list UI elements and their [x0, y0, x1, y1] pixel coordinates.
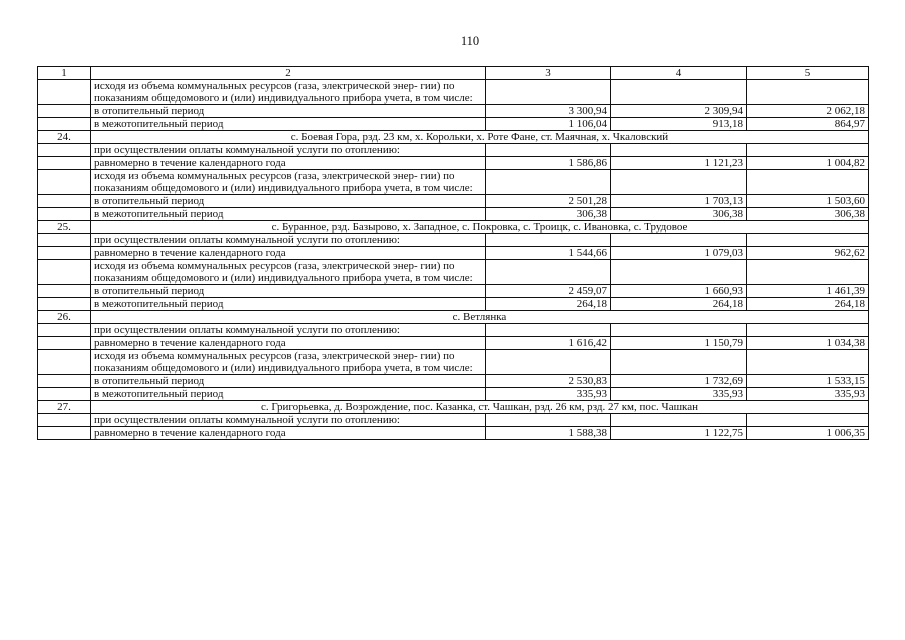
row-description: исходя из объема коммунальных ресурсов (газа, электрической энер- гии) по показаниям общедомового и (или) индивидуального прибора учета, в том числе:	[91, 80, 486, 105]
row-description: равномерно в течение календарного года	[91, 427, 486, 440]
value-col-5	[747, 350, 869, 375]
row-number: 25.	[38, 221, 91, 234]
description-row	[38, 260, 869, 285]
value-col-3: 1 586,86	[486, 157, 611, 170]
header-cell-4: 4	[611, 67, 747, 80]
value-col-5	[747, 170, 869, 195]
value-col-4	[611, 350, 747, 375]
value-row	[38, 298, 869, 311]
section-title: с. Григорьевка, д. Возрождение, пос. Казанка, ст. Чашкан, рзд. 26 км, рзд. 27 км, пос. Чашкан	[91, 401, 869, 414]
row-description: при осуществлении оплаты коммунальной услуги по отоплению:	[91, 234, 486, 247]
value-col-3	[486, 234, 611, 247]
value-col-4: 1 703,13	[611, 195, 747, 208]
section-title: с. Буранное, рзд. Базырово, х. Западное, с. Покровка, с. Троицк, с. Ивановка, с. Трудовое	[91, 221, 869, 234]
value-col-4	[611, 170, 747, 195]
row-number	[38, 427, 91, 440]
row-number	[38, 80, 91, 105]
value-col-5	[747, 144, 869, 157]
value-row	[38, 118, 869, 131]
value-col-5	[747, 260, 869, 285]
row-number	[38, 285, 91, 298]
row-number	[38, 144, 91, 157]
value-col-3: 1 544,66	[486, 247, 611, 260]
value-col-5	[747, 80, 869, 105]
value-col-5	[747, 234, 869, 247]
value-col-4: 1 079,03	[611, 247, 747, 260]
value-col-3	[486, 260, 611, 285]
value-col-3	[486, 80, 611, 105]
description-row	[38, 324, 869, 337]
value-col-3	[486, 324, 611, 337]
section-row	[38, 311, 869, 324]
value-col-3: 2 530,83	[486, 375, 611, 388]
value-col-3: 1 616,42	[486, 337, 611, 350]
value-row	[38, 285, 869, 298]
row-description: в отопительный период	[91, 375, 486, 388]
value-col-4: 913,18	[611, 118, 747, 131]
row-description: исходя из объема коммунальных ресурсов (газа, электрической энер- гии) по показаниям общедомового и (или) индивидуального прибора учета, в том числе:	[91, 350, 486, 375]
section-row	[38, 401, 869, 414]
value-col-5: 1 461,39	[747, 285, 869, 298]
table-body	[38, 67, 869, 440]
row-number	[38, 375, 91, 388]
row-description: исходя из объема коммунальных ресурсов (газа, электрической энер- гии) по показаниям общедомового и (или) индивидуального прибора учета, в том числе:	[91, 170, 486, 195]
description-row	[38, 350, 869, 375]
value-col-3: 2 501,28	[486, 195, 611, 208]
value-col-3	[486, 144, 611, 157]
row-number: 24.	[38, 131, 91, 144]
row-number	[38, 105, 91, 118]
row-description: в отопительный период	[91, 105, 486, 118]
row-description: в межотопительный период	[91, 208, 486, 221]
value-col-4: 1 732,69	[611, 375, 747, 388]
row-number	[38, 208, 91, 221]
section-row	[38, 221, 869, 234]
description-row	[38, 144, 869, 157]
value-col-3: 2 459,07	[486, 285, 611, 298]
value-col-5: 1 004,82	[747, 157, 869, 170]
row-description: при осуществлении оплаты коммунальной услуги по отоплению:	[91, 324, 486, 337]
description-row	[38, 170, 869, 195]
value-col-5: 264,18	[747, 298, 869, 311]
row-number	[38, 414, 91, 427]
row-number	[38, 298, 91, 311]
value-row	[38, 247, 869, 260]
value-row	[38, 375, 869, 388]
header-row	[38, 67, 869, 80]
row-description: в отопительный период	[91, 195, 486, 208]
section-row	[38, 131, 869, 144]
value-col-4: 335,93	[611, 388, 747, 401]
row-number	[38, 350, 91, 375]
row-number	[38, 247, 91, 260]
value-col-5: 1 034,38	[747, 337, 869, 350]
row-number	[38, 118, 91, 131]
row-description: равномерно в течение календарного года	[91, 247, 486, 260]
header-cell-1: 1	[38, 67, 91, 80]
value-col-5: 306,38	[747, 208, 869, 221]
header-cell-3: 3	[486, 67, 611, 80]
value-col-3: 1 106,04	[486, 118, 611, 131]
value-row	[38, 337, 869, 350]
value-col-4: 1 121,23	[611, 157, 747, 170]
value-col-5: 864,97	[747, 118, 869, 131]
row-description: в межотопительный период	[91, 118, 486, 131]
value-col-3: 1 588,38	[486, 427, 611, 440]
row-number	[38, 234, 91, 247]
value-col-4: 1 150,79	[611, 337, 747, 350]
value-col-4: 2 309,94	[611, 105, 747, 118]
row-description: при осуществлении оплаты коммунальной услуги по отоплению:	[91, 144, 486, 157]
value-col-3: 306,38	[486, 208, 611, 221]
row-description: в отопительный период	[91, 285, 486, 298]
row-description: в межотопительный период	[91, 298, 486, 311]
value-col-3: 3 300,94	[486, 105, 611, 118]
value-col-4	[611, 414, 747, 427]
row-number: 26.	[38, 311, 91, 324]
value-col-4	[611, 324, 747, 337]
row-description: равномерно в течение календарного года	[91, 157, 486, 170]
row-number	[38, 260, 91, 285]
description-row	[38, 234, 869, 247]
page-number: 110	[460, 34, 480, 48]
row-description: при осуществлении оплаты коммунальной услуги по отоплению:	[91, 414, 486, 427]
value-col-5: 1 006,35	[747, 427, 869, 440]
value-col-5	[747, 324, 869, 337]
row-number	[38, 195, 91, 208]
value-col-5: 1 503,60	[747, 195, 869, 208]
value-col-4: 1 660,93	[611, 285, 747, 298]
row-number	[38, 324, 91, 337]
value-col-4: 306,38	[611, 208, 747, 221]
value-col-4: 264,18	[611, 298, 747, 311]
value-col-4	[611, 144, 747, 157]
value-col-3	[486, 350, 611, 375]
value-col-4	[611, 260, 747, 285]
row-description: исходя из объема коммунальных ресурсов (газа, электрической энер- гии) по показаниям общедомового и (или) индивидуального прибора учета, в том числе:	[91, 260, 486, 285]
value-row	[38, 388, 869, 401]
value-col-5	[747, 414, 869, 427]
row-number	[38, 337, 91, 350]
section-title: с. Ветлянка	[91, 311, 869, 324]
value-col-4	[611, 80, 747, 105]
value-col-3	[486, 414, 611, 427]
value-col-3: 335,93	[486, 388, 611, 401]
header-cell-5: 5	[747, 67, 869, 80]
value-row	[38, 208, 869, 221]
header-cell-2: 2	[91, 67, 486, 80]
description-row	[38, 80, 869, 105]
row-number	[38, 170, 91, 195]
value-row	[38, 157, 869, 170]
row-description: равномерно в течение календарного года	[91, 337, 486, 350]
row-number	[38, 157, 91, 170]
value-row	[38, 195, 869, 208]
value-col-4: 1 122,75	[611, 427, 747, 440]
value-row	[38, 427, 869, 440]
value-col-5: 2 062,18	[747, 105, 869, 118]
row-number: 27.	[38, 401, 91, 414]
value-col-3	[486, 170, 611, 195]
row-number	[38, 388, 91, 401]
value-col-5: 335,93	[747, 388, 869, 401]
value-col-5: 962,62	[747, 247, 869, 260]
description-row	[38, 414, 869, 427]
value-row	[38, 105, 869, 118]
value-col-4	[611, 234, 747, 247]
section-title: с. Боевая Гора, рзд. 23 км, х. Корольки, х. Роте Фане, ст. Маячная, х. Чкаловский	[91, 131, 869, 144]
value-col-5: 1 533,15	[747, 375, 869, 388]
row-description: в межотопительный период	[91, 388, 486, 401]
value-col-3: 264,18	[486, 298, 611, 311]
tariff-table	[37, 66, 869, 440]
